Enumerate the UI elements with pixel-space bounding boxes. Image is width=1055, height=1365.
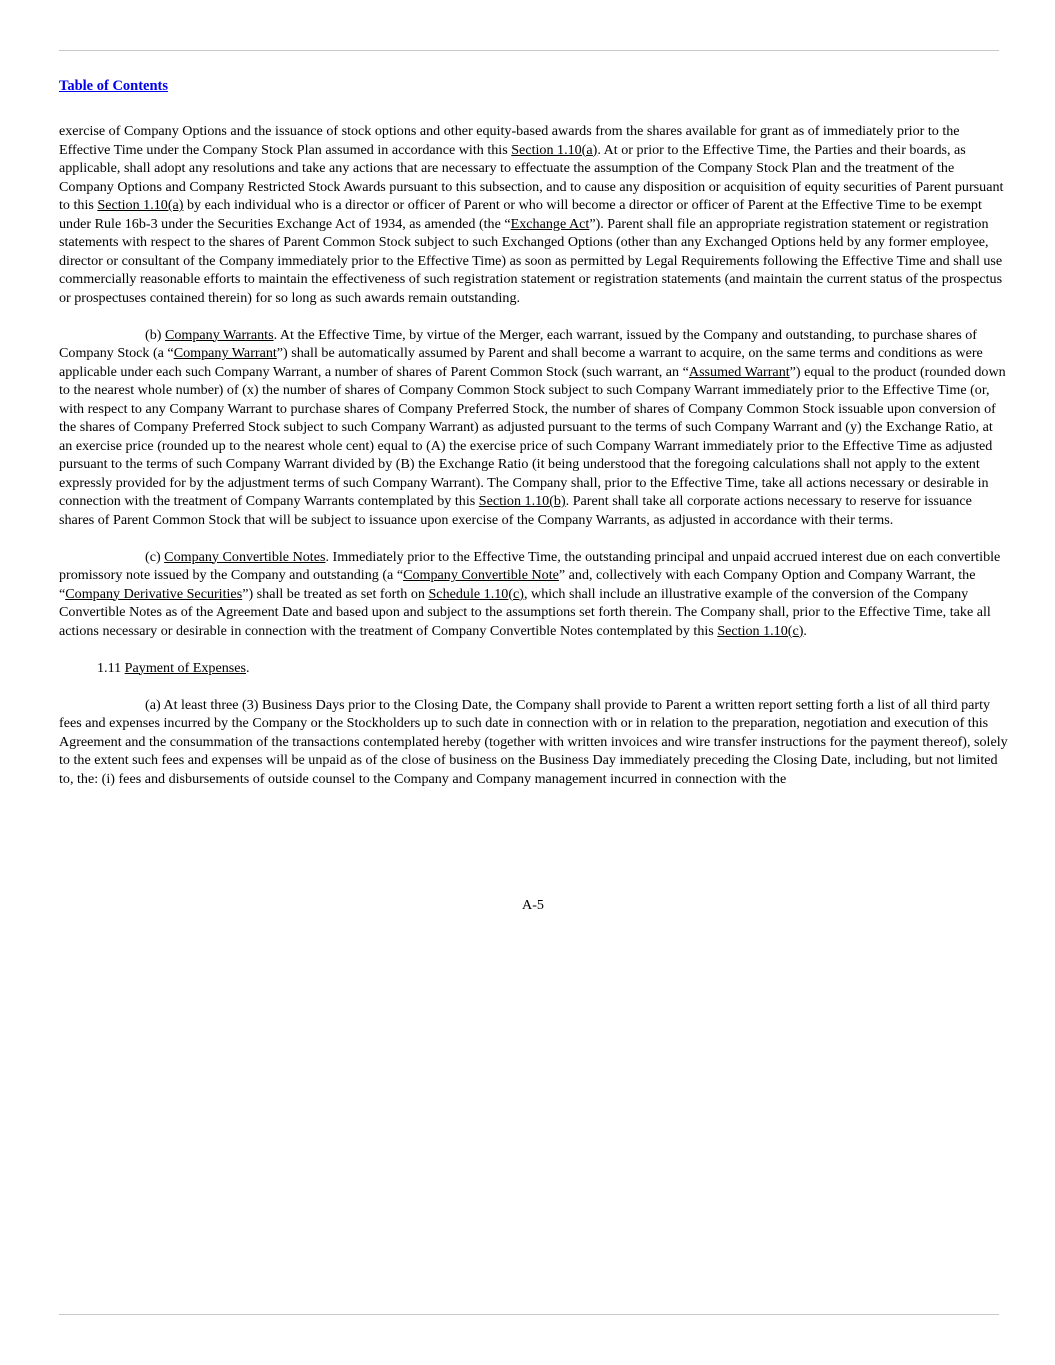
p2-text-4: . Parent shall take all corporate actions necessary to reserve for issuance shares of Parent Common Stock that will be subject to issuance upon exercise of the Company Warrants, as adjusted in accordance with their terms. bbox=[59, 493, 972, 528]
paragraph-expense-report bbox=[59, 696, 1009, 789]
defined-term-company-convertible-note: Company Convertible Note bbox=[403, 567, 559, 583]
subsection-title-company-warrants: Company Warrants bbox=[164, 326, 274, 343]
document-body bbox=[59, 122, 1009, 807]
section-ref-1-10-c: Section 1.10(c) bbox=[717, 622, 804, 639]
schedule-ref-1-10-c: Schedule 1.10(c) bbox=[428, 585, 524, 602]
p3-text-3: ”) shall be treated as set forth on bbox=[242, 585, 429, 602]
section-ref-1-10-b: Section 1.10(b) bbox=[478, 493, 566, 509]
paragraph-company-warrants bbox=[59, 326, 1009, 530]
section-ref-1-10-a-second: Section 1.10(a) bbox=[97, 197, 184, 213]
p3-text-4: , which shall include an illustrative example of the conversion of the Company Convertible Notes as of the Agreement Date and based upon and subject to the assumptions set forth therein. The Company shall, prior to the Effective Time, take all actions necessary or desirable in connection with the treatment of Company Convertible Notes contemplated by this bbox=[59, 585, 991, 639]
p1-text-1: exercise of Company Options and the issuance of stock options and other equity-based awards from the shares available for grant as of immediately prior to the Effective Time under the Company Stock Plan assumed in accordance with this bbox=[59, 123, 960, 158]
section-title-payment-of-expenses: Payment of Expenses bbox=[124, 659, 247, 676]
p2-text-2: ”) shall be automatically assumed by Parent and shall become a warrant to acquire, on the same terms and conditions as were applicable under each such Company Warrant, a number of shares of Parent Common Stock (such warrant, an “ bbox=[59, 345, 983, 380]
defined-term-assumed-warrant: Assumed Warrant bbox=[688, 363, 790, 380]
bottom-rule bbox=[59, 1314, 999, 1315]
page-number: A-5 bbox=[522, 897, 544, 913]
paragraph-convertible-notes bbox=[59, 548, 1009, 641]
paragraph-option-exercise bbox=[59, 122, 1009, 307]
p3-text-5: . bbox=[803, 622, 807, 639]
p1-text-4: ”). Parent shall file an appropriate registration statement or registration statements with respect to the shares of Parent Common Stock subject to such Exchanged Options (other than any Exchanged Options held by any former employee, director or consultant of the Company immediately prior to the Effective Time) as soon as permitted by Legal Requirements following the Effective Time and shall use commercially reasonable efforts to maintain the effectiveness of such registration statement or registration statements (and maintain the current status of the prospectus or prospectuses contained therein) for so long as such awards remain outstanding. bbox=[59, 215, 1003, 306]
p2-label: (b) bbox=[145, 326, 165, 343]
section-number: 1.11 bbox=[97, 659, 125, 676]
p3-text-2: ” and, collectively with each Company Option and Company Warrant, the “ bbox=[59, 567, 976, 602]
p1-text-3: by each individual who is a director or officer of Parent or who will become a director or officer of Parent at the Effective Time to be exempt under Rule 16b-3 under the Securities Exchange Act of 1934, as amended (the “ bbox=[59, 197, 982, 232]
p3-label: (c) bbox=[145, 548, 165, 565]
subsection-title-convertible-notes: Company Convertible Notes bbox=[164, 548, 326, 565]
section-ref-1-10-a: Section 1.10(a) bbox=[511, 141, 598, 158]
defined-term-exchange-act: Exchange Act bbox=[510, 215, 590, 232]
p1-text-2: . At or prior to the Effective Time, the Parties and their boards, as applicable, shall adopt any resolutions and take any actions that are necessary to effectuate the assumption of the Company Stock Plan and the treatment of the Company Options and Company Restricted Stock Awards pursuant to this subsection, and to cause any disposition or acquisition of equity securities of Parent pursuant to this bbox=[59, 141, 1004, 213]
section-heading-payment-of-expenses bbox=[59, 659, 1009, 678]
p2-text-1: . At the Effective Time, by virtue of the Merger, each warrant, issued by the Company and outstanding, to purchase shares of Company Stock (a “ bbox=[59, 326, 977, 361]
section-title-period: . bbox=[246, 659, 250, 676]
defined-term-company-derivative-securities: Company Derivative Securities bbox=[65, 585, 243, 602]
p3-text-1: . Immediately prior to the Effective Time, the outstanding principal and unpaid accrued interest due on each convertible promissory note issued by the Company and outstanding (a “ bbox=[59, 548, 1001, 583]
p2-text-3: ”) equal to the product (rounded down to the nearest whole number) of (x) the number of shares of Company Common Stock subject to such Company Warrant immediately prior to the Effective Time (or, with respect to any Company Warrant to purchase shares of Company Preferred Stock, the number of shares of Company Common Stock issuable upon conversion of the shares of Company Preferred Stock subject to such Company Warrant) as adjusted pursuant to the terms of such Company Warrant and (y) the Exchange Ratio, at an exercise price (rounded up to the nearest whole cent) equal to (A) the exercise price of such Company Warrant immediately prior to the Effective Time as adjusted pursuant to the terms of such Company Warrant divided by (B) the Exchange Ratio (it being understood that the foregoing calculations shall not apply to the extent expressly provided for by the adjustment terms of such Company Warrant). The Company shall, prior to the Effective Time, take all actions necessary or desirable in connection with the treatment of Company Warrants contemplated by this bbox=[59, 363, 1006, 509]
defined-term-company-warrant: Company Warrant bbox=[173, 345, 277, 361]
table-of-contents-link[interactable]: Table of Contents bbox=[59, 78, 169, 94]
top-rule bbox=[59, 50, 999, 51]
p5-text-1: (a) At least three (3) Business Days prior to the Closing Date, the Company shall provide to Parent a written report setting forth a list of all third party fees and expenses incurred by the Company or the Stockholders up to such date in connection with or in relation to the preparation, negotiation and execution of this Agreement and the consummation of the transactions contemplated hereby (together with written invoices and wire transfer instructions for the payment thereof), solely to the extent such fees and expenses will be unpaid as of the close of business on the Business Day immediately preceding the Closing Date, including, but not limited to, the: (i) fees and disbursements of outside counsel to the Company and Company management incurred in connection with the bbox=[59, 696, 1008, 787]
